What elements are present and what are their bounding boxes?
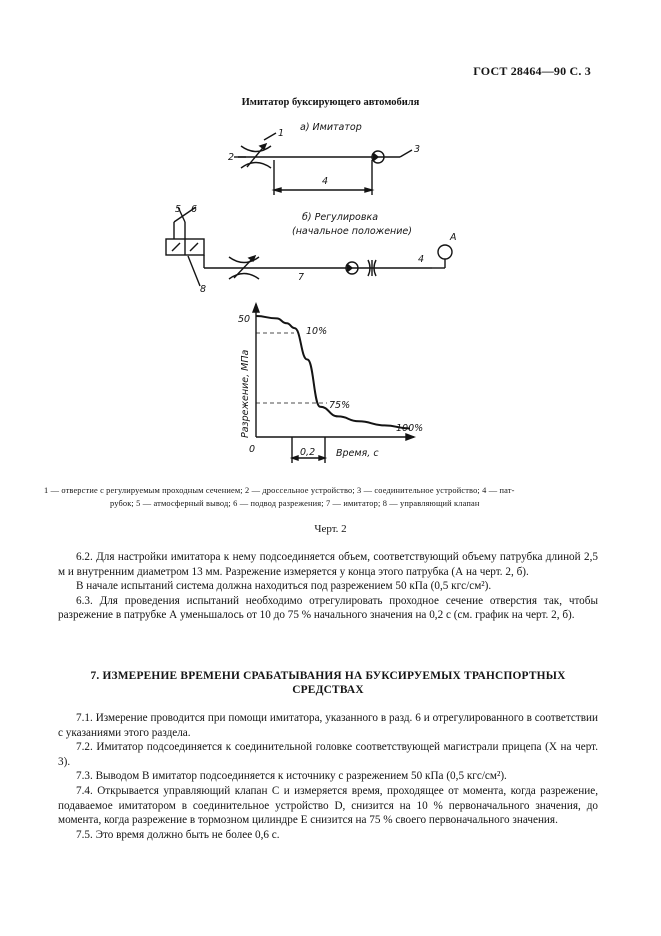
figure-title: Имитатор буксирующего автомобиля [241,97,420,108]
chart-y-label: Разрежение, МПа [240,349,251,438]
chart-ann-100: 100% [396,423,424,434]
paragraph-6-2: 6.2. Для настройки имитатора к нему подсоединяется объем, соответствующий объему патрубка длиной 2,5 м и внутренним диаметром 13 мм. Разрежение измеряется у конца этого патрубка (А на черт. 2, б). [58,551,598,578]
callout-1: 1 [278,128,285,139]
callout-7: 7 [298,272,305,283]
callout-5: 5 [175,204,182,215]
callout-8: 8 [200,284,207,295]
label-a-imitator: а) Имитатор [300,122,362,133]
callout-6: 6 [191,204,198,215]
figure-caption: Черт. 2 [314,523,347,535]
chart-ann-10: 10% [306,326,328,337]
legend-line-2: рубок; 5 — атмосферный вывод; 6 — подвод разрежения; 7 — имитатор; 8 — управляющий клапан [110,499,480,508]
paragraph-7-3: 7.3. Выводом В имитатор подсоединяется к источнику с разрежением 50 кПа (0,5 кгс/см²). [76,770,507,783]
paragraph-7-block [58,711,598,842]
paragraph-6-2-cont: В начале испытаний система должна находиться под разрежением 50 кПа (0,5 кгс/см²). [76,580,492,593]
callout-A: A [450,232,457,243]
paragraph-7-2: 7.2. Имитатор подсоединяется к соединительной головке соответствующей магистрали прицепа (X на черт. 3). [58,741,598,768]
paragraph-7-1: 7.1. Измерение проводится при помощи имитатора, указанного в разд. 6 и отрегулированного в соответствии с указаниями этого раздела. [58,712,598,739]
chart-origin-label: 0 [249,444,256,455]
paragraph-6-block [58,550,598,623]
chart-y-top-label: 50 [238,314,251,325]
chart-marks [256,316,410,429]
chart-interval-label: 0,2 [300,447,316,458]
legend-line-1: 1 — отверстие с регулируемым проходным сечением; 2 — дроссельное устройство; 3 — соединительное устройство; 4 — пат- [44,486,515,495]
label-b-initial: (начальное положение) [292,226,412,237]
section-7-title: 7. ИЗМЕРЕНИЕ ВРЕМЕНИ СРАБАТЫВАНИЯ НА БУКСИРУЕМЫХ ТРАНСПОРТНЫХ СРЕДСТВАХ [90,670,566,696]
callout-4a: 4 [322,176,329,187]
label-b-adjust: б) Регулировка [302,212,379,223]
figure-legend [44,484,624,510]
callout-2: 2 [228,152,235,163]
chart-x-label: Время, с [336,448,379,459]
paragraph-6-3: 6.3. Для проведения испытаний необходимо отрегулировать проходное сечение отверстия так, чтобы разрежение в патрубке А уменьшалось от 10 до 75 % начального значения на 0,2 с (см. график на черт. 2, б). [58,594,598,622]
callout-4b: 4 [418,254,425,265]
page-header: ГОСТ 28464—90 С. 3 [473,64,591,78]
paragraph-7-5: 7.5. Это время должно быть не более 0,6 с. [76,828,280,841]
callout-3: 3 [414,144,421,155]
gauge-a-icon [438,245,452,259]
paragraph-7-4: 7.4. Открывается управляющий клапан С и измеряется время, проходящее от момента, когда разрежение, подаваемое имитатором в соединительное устройство D, снизится на 10 % первоначального значения, до момента, когда разрежение в тормозном цилиндре Е снизится на 75 % своего первоначального значения. [58,784,598,827]
chart-ann-75: 75% [329,400,351,411]
